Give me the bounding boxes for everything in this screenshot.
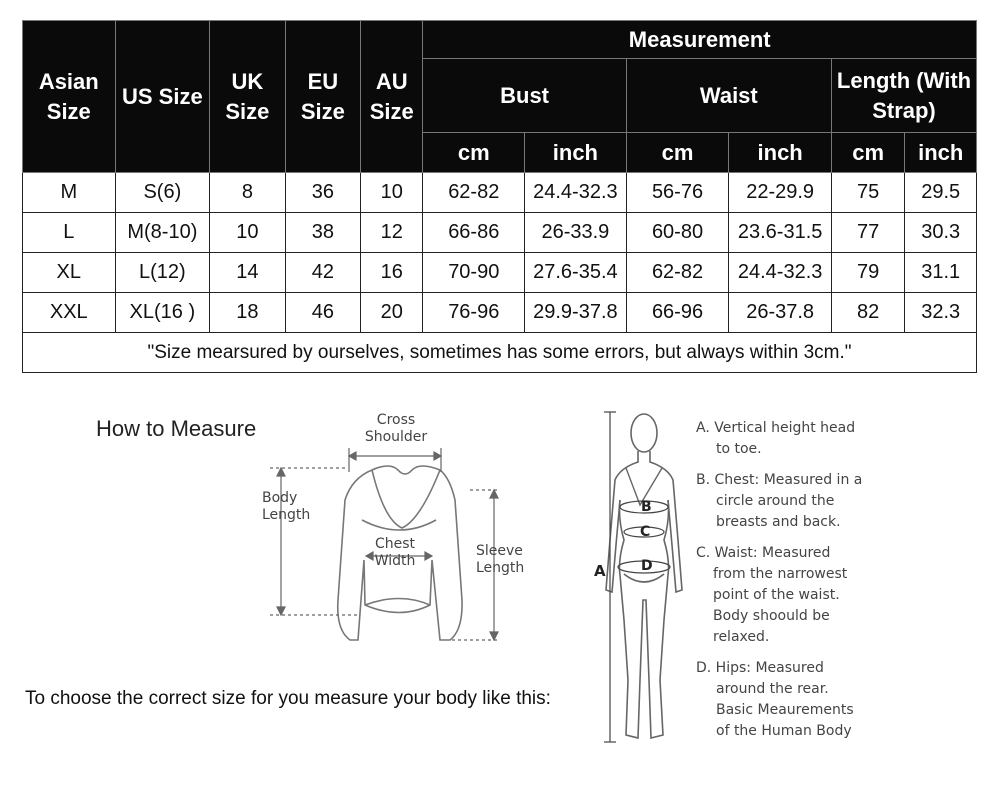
cell-length-cm: 77 (831, 213, 904, 253)
instruction-c-line: point of the waist. (713, 587, 840, 603)
cell-eu: 42 (285, 253, 360, 293)
body-length-label-line1: Body (262, 490, 298, 506)
cell-uk: 8 (210, 173, 285, 213)
header-bust: Bust (423, 59, 626, 133)
header-bust-cm: cm (423, 133, 525, 173)
cell-length-inch: 31.1 (905, 253, 977, 293)
header-length-cm: cm (831, 133, 904, 173)
sleeve-length-label (476, 543, 524, 577)
cell-length-inch: 30.3 (905, 213, 977, 253)
cell-waist-cm: 60-80 (626, 213, 729, 253)
sleeve-length-label-line2: Length (476, 560, 525, 576)
cell-waist-cm: 66-96 (626, 293, 729, 333)
header-length-inch: inch (905, 133, 977, 173)
instruction-c-line: relaxed. (713, 629, 770, 645)
instruction-b (696, 470, 986, 533)
instruction-b-line: circle around the (716, 493, 835, 509)
cell-asian: M (23, 173, 116, 213)
cell-uk: 18 (210, 293, 285, 333)
header-length: Length (With Strap) (831, 59, 976, 133)
instruction-b-line: B. Chest: Measured in a (696, 472, 863, 488)
instruction-d-line: D. Hips: Measured (696, 660, 824, 676)
instruction-d-line: around the rear. (716, 681, 829, 697)
instruction-a-line: A. Vertical height head (696, 420, 856, 436)
how-to-measure-title: How to Measure (96, 416, 257, 441)
chest-seam (362, 520, 436, 530)
header-asian-size: Asian Size (23, 21, 116, 173)
cell-us: M(8-10) (115, 213, 210, 253)
cross-shoulder-label-line2: Shoulder (364, 429, 428, 445)
cell-au: 16 (361, 253, 423, 293)
cell-bust-inch: 29.9-37.8 (525, 293, 627, 333)
cell-waist-inch: 24.4-32.3 (729, 253, 832, 293)
cell-length-cm: 82 (831, 293, 904, 333)
neckline (372, 470, 440, 528)
cell-us: L(12) (115, 253, 210, 293)
header-measurement: Measurement (423, 21, 977, 59)
measurement-instructions (696, 418, 986, 752)
cell-bust-cm: 70-90 (423, 253, 525, 293)
cell-waist-inch: 26-37.8 (729, 293, 832, 333)
cell-bust-cm: 76-96 (423, 293, 525, 333)
label-a: A (594, 562, 606, 580)
cell-au: 10 (361, 173, 423, 213)
body-length-label (262, 490, 310, 524)
instruction-c (696, 543, 986, 648)
cell-uk: 10 (210, 213, 285, 253)
sleeve-length-label-line1: Sleeve (476, 543, 523, 559)
cell-waist-inch: 23.6-31.5 (729, 213, 832, 253)
instruction-a (696, 418, 986, 460)
cell-bust-inch: 27.6-35.4 (525, 253, 627, 293)
instruction-a-line: to toe. (716, 441, 762, 457)
header-bust-inch: inch (525, 133, 627, 173)
cell-length-cm: 79 (831, 253, 904, 293)
header-uk-size: UK Size (210, 21, 285, 173)
chest-width-label-line1: Chest (374, 536, 416, 552)
cell-eu: 38 (285, 213, 360, 253)
cross-shoulder-label-line1: Cross (376, 412, 416, 428)
cell-length-inch: 32.3 (905, 293, 977, 333)
cell-waist-inch: 22-29.9 (729, 173, 832, 213)
cell-bust-cm: 62-82 (423, 173, 525, 213)
choose-size-text: To choose the correct size for you measure your body like this: (25, 688, 551, 709)
cell-bust-cm: 66-86 (423, 213, 525, 253)
cell-us: XL(16 ) (115, 293, 210, 333)
instruction-d-line: Basic Meaurements (716, 702, 854, 718)
instruction-b-line: breasts and back. (716, 514, 841, 530)
cell-waist-cm: 56-76 (626, 173, 729, 213)
instruction-d-line: of the Human Body (716, 723, 852, 739)
instruction-c-line: from the narrowest (713, 566, 848, 582)
table-note: "Size mearsured by ourselves, sometimes has some errors, but always within 3cm." (23, 333, 977, 373)
cell-asian: XL (23, 253, 116, 293)
cell-au: 12 (361, 213, 423, 253)
human-body-figure (606, 414, 682, 738)
header-eu-size: EU Size (285, 21, 360, 173)
label-b: B (641, 499, 652, 515)
body-length-label-line2: Length (262, 507, 311, 523)
cell-bust-inch: 24.4-32.3 (525, 173, 627, 213)
cell-eu: 46 (285, 293, 360, 333)
instruction-c-line: Body shoould be (713, 608, 830, 624)
cell-uk: 14 (210, 253, 285, 293)
cell-waist-cm: 62-82 (626, 253, 729, 293)
label-c: C (640, 524, 651, 540)
cell-length-inch: 29.5 (905, 173, 977, 213)
cell-length-cm: 75 (831, 173, 904, 213)
label-d: D (641, 558, 653, 574)
cell-bust-inch: 26-33.9 (525, 213, 627, 253)
instruction-d (696, 658, 986, 742)
cell-asian: XXL (23, 293, 116, 333)
cell-eu: 36 (285, 173, 360, 213)
cell-au: 20 (361, 293, 423, 333)
instruction-c-line: C. Waist: Measured (696, 545, 831, 561)
chest-width-label (370, 536, 420, 570)
hem-line (365, 599, 430, 606)
chest-width-label-line2: Width (374, 553, 416, 569)
header-waist-inch: inch (729, 133, 832, 173)
cross-shoulder-label (360, 412, 432, 446)
header-au-size: AU Size (361, 21, 423, 173)
header-us-size: US Size (115, 21, 210, 173)
header-waist: Waist (626, 59, 831, 133)
cell-us: S(6) (115, 173, 210, 213)
collar-line (372, 466, 440, 474)
cell-asian: L (23, 213, 116, 253)
header-waist-cm: cm (626, 133, 729, 173)
